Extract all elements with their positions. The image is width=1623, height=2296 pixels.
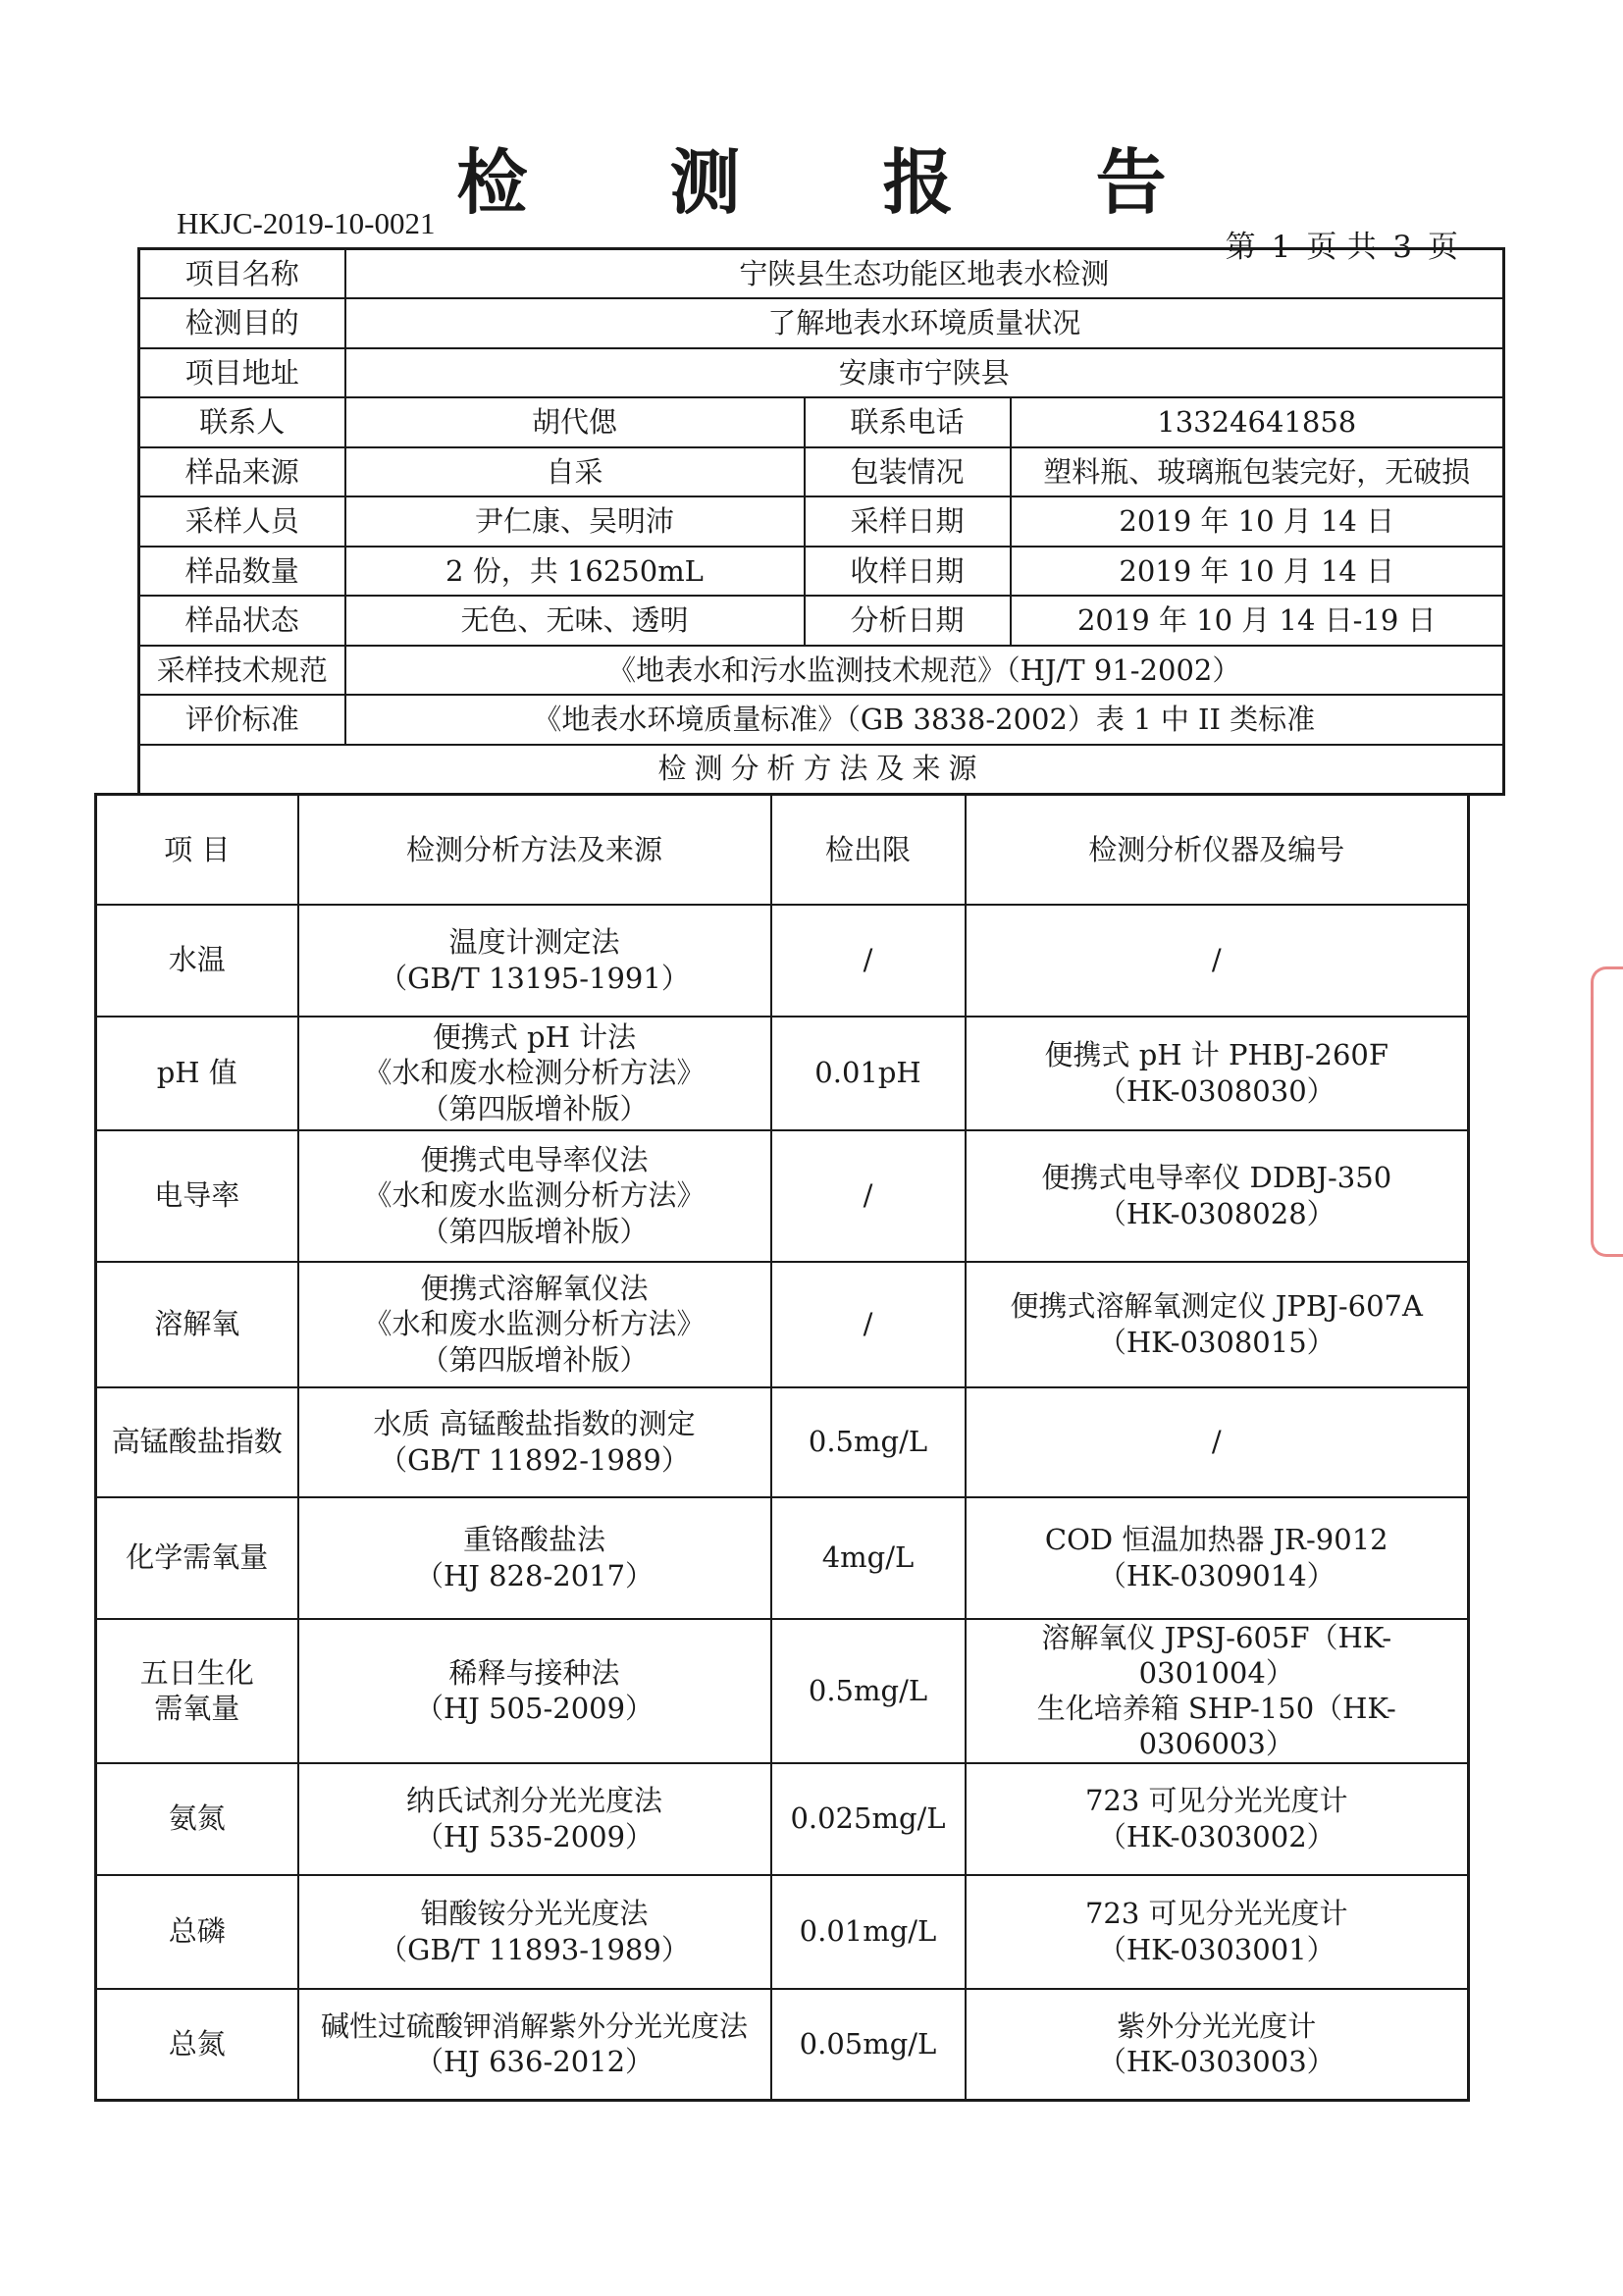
method-row bbox=[96, 1017, 1469, 1130]
info-value: 宁陕县生态功能区地表水检测 bbox=[345, 249, 1504, 299]
method-item bbox=[96, 1763, 298, 1875]
info-value: 2019 年 10 月 14 日 bbox=[1011, 496, 1504, 547]
method-row bbox=[96, 1763, 1469, 1875]
method-source bbox=[298, 1017, 771, 1130]
method-limit: 0.5mg/L bbox=[771, 1387, 966, 1497]
method-limit: 0.5mg/L bbox=[771, 1619, 966, 1763]
info-value: 自采 bbox=[345, 447, 805, 497]
info-label: 采样日期 bbox=[805, 496, 1011, 547]
info-value: 《地表水环境质量标准》（GB 3838-2002）表 1 中 II 类标准 bbox=[345, 695, 1504, 745]
info-value: 安康市宁陕县 bbox=[345, 348, 1504, 398]
report-title: 检 测 报 告 bbox=[456, 141, 1226, 224]
info-value: 塑料瓶、玻璃瓶包装完好，无破损 bbox=[1011, 447, 1504, 497]
method-source-line: （GB/T 11893-1989） bbox=[379, 1932, 690, 1966]
method-item bbox=[96, 1262, 298, 1387]
method-item-line: 总磷 bbox=[168, 1914, 226, 1949]
page-label-mid: 页 共 bbox=[1306, 230, 1378, 265]
method-instrument bbox=[966, 1497, 1469, 1619]
method-row bbox=[96, 1875, 1469, 1989]
method-source-line: （HJ 535-2009） bbox=[414, 1819, 654, 1853]
page-label-pre: 第 bbox=[1225, 230, 1256, 265]
method-source-line: （GB/T 11892-1989） bbox=[379, 1442, 690, 1477]
method-instrument bbox=[966, 905, 1469, 1017]
method-source-line: （GB/T 13195-1991） bbox=[379, 961, 690, 995]
info-label: 联系人 bbox=[139, 397, 345, 447]
method-row bbox=[96, 1989, 1469, 2101]
method-limit: / bbox=[771, 1262, 966, 1387]
method-instrument bbox=[966, 1989, 1469, 2101]
method-source bbox=[298, 1989, 771, 2101]
method-item bbox=[96, 1497, 298, 1619]
info-value: 13324641858 bbox=[1011, 397, 1504, 447]
info-label: 收样日期 bbox=[805, 547, 1011, 597]
info-label: 联系电话 bbox=[805, 397, 1011, 447]
method-instrument-line: （HK-0303001） bbox=[1097, 1932, 1335, 1966]
method-source-line: 《水和废水监测分析方法》 bbox=[363, 1307, 706, 1341]
method-item bbox=[96, 1989, 298, 2101]
method-instrument bbox=[966, 1262, 1469, 1387]
method-item-line: 水温 bbox=[168, 943, 226, 977]
method-item-line: pH 值 bbox=[156, 1056, 237, 1090]
info-label: 样品来源 bbox=[139, 447, 345, 497]
method-source-line: 温度计测定法 bbox=[448, 925, 620, 960]
method-instrument bbox=[966, 1619, 1469, 1763]
method-source bbox=[298, 1130, 771, 1262]
method-source-line: 重铬酸盐法 bbox=[462, 1523, 605, 1557]
method-limit: 0.025mg/L bbox=[771, 1763, 966, 1875]
method-source bbox=[298, 1763, 771, 1875]
method-source bbox=[298, 1387, 771, 1497]
method-item-line: 高锰酸盐指数 bbox=[111, 1425, 283, 1459]
info-row-purpose bbox=[139, 298, 1504, 348]
report-number: HKJC-2019-10-0021 bbox=[177, 206, 436, 240]
method-source-line: 稀释与接种法 bbox=[448, 1655, 620, 1690]
info-value: 2019 年 10 月 14 日 bbox=[1011, 547, 1504, 597]
page-current: 1 bbox=[1271, 230, 1291, 265]
method-item bbox=[96, 1130, 298, 1262]
method-instrument-line: （HK-0303003） bbox=[1097, 2045, 1335, 2079]
info-row-spec bbox=[139, 646, 1504, 696]
method-instrument-line: （HK-0309014） bbox=[1097, 1558, 1335, 1592]
info-value: 了解地表水环境质量状况 bbox=[345, 298, 1504, 348]
method-source-line: 《水和废水监测分析方法》 bbox=[363, 1178, 706, 1213]
info-value: 《地表水和污水监测技术规范》（HJ/T 91-2002） bbox=[345, 646, 1504, 696]
method-instrument bbox=[966, 1875, 1469, 1989]
method-source-line: 便携式电导率仪法 bbox=[420, 1143, 649, 1177]
header-item: 项 目 bbox=[96, 795, 298, 905]
method-source-line: （第四版增补版） bbox=[420, 1342, 649, 1377]
info-label: 分析日期 bbox=[805, 596, 1011, 646]
header-instrument: 检测分析仪器及编号 bbox=[966, 795, 1469, 905]
info-label: 项目地址 bbox=[139, 348, 345, 398]
method-instrument-line: / bbox=[1211, 943, 1222, 977]
method-item bbox=[96, 1017, 298, 1130]
method-item bbox=[96, 905, 298, 1017]
method-instrument-line: 723 可见分光光度计 bbox=[1084, 1784, 1348, 1818]
method-item bbox=[96, 1875, 298, 1989]
method-source bbox=[298, 905, 771, 1017]
info-label: 包装情况 bbox=[805, 447, 1011, 497]
method-limit: 0.05mg/L bbox=[771, 1989, 966, 2101]
info-row-state bbox=[139, 596, 1504, 646]
method-row bbox=[96, 905, 1469, 1017]
method-instrument bbox=[966, 1017, 1469, 1130]
method-instrument-line: 生化培养箱 SHP-150（HK-0306003） bbox=[1036, 1692, 1396, 1761]
method-source bbox=[298, 1619, 771, 1763]
method-item-line: 电导率 bbox=[154, 1178, 240, 1213]
method-row bbox=[96, 1262, 1469, 1387]
info-row-contact bbox=[139, 397, 1504, 447]
info-value: 2 份，共 16250mL bbox=[345, 547, 805, 597]
info-label: 样品状态 bbox=[139, 596, 345, 646]
method-header-row bbox=[96, 795, 1469, 905]
method-source-line: （HJ 505-2009） bbox=[414, 1692, 654, 1725]
info-label: 项目名称 bbox=[139, 249, 345, 299]
method-section-heading: 检测分析方法及来源 bbox=[139, 745, 1504, 795]
method-source-line: （HJ 828-2017） bbox=[414, 1558, 654, 1592]
method-source bbox=[298, 1262, 771, 1387]
method-instrument-line: COD 恒温加热器 JR-9012 bbox=[1044, 1523, 1388, 1557]
method-source bbox=[298, 1875, 771, 1989]
method-instrument bbox=[966, 1763, 1469, 1875]
info-label: 采样人员 bbox=[139, 496, 345, 547]
method-limit: / bbox=[771, 1130, 966, 1262]
method-source-line: （HJ 636-2012） bbox=[414, 2045, 654, 2079]
method-instrument-line: （HK-0308015） bbox=[1097, 1325, 1335, 1359]
method-limit: 0.01pH bbox=[771, 1017, 966, 1130]
info-row-method-heading bbox=[139, 745, 1504, 795]
red-seal-stamp bbox=[1591, 966, 1623, 1257]
method-row bbox=[96, 1619, 1469, 1763]
header-method: 检测分析方法及来源 bbox=[298, 795, 771, 905]
method-instrument-line: （HK-0303002） bbox=[1097, 1819, 1335, 1853]
header-limit: 检出限 bbox=[771, 795, 966, 905]
info-value: 尹仁康、吴明沛 bbox=[345, 496, 805, 547]
info-value: 无色、无味、透明 bbox=[345, 596, 805, 646]
info-label: 采样技术规范 bbox=[139, 646, 345, 696]
method-instrument-line: 便携式电导率仪 DDBJ-350 bbox=[1041, 1161, 1392, 1195]
method-instrument-line: / bbox=[1211, 1425, 1222, 1459]
method-table bbox=[94, 793, 1470, 2102]
page-total: 3 bbox=[1392, 230, 1412, 265]
info-row-address bbox=[139, 348, 1504, 398]
info-row-sampler bbox=[139, 496, 1504, 547]
method-table-body bbox=[96, 795, 1469, 2101]
method-source-line: 钼酸铵分光光度法 bbox=[420, 1897, 649, 1931]
method-item-line: 五日生化 bbox=[139, 1655, 254, 1690]
method-item-line: 化学需氧量 bbox=[126, 1540, 269, 1575]
method-limit: / bbox=[771, 905, 966, 1017]
info-value: 2019 年 10 月 14 日-19 日 bbox=[1011, 596, 1504, 646]
method-instrument bbox=[966, 1130, 1469, 1262]
method-instrument-line: 紫外分光光度计 bbox=[1117, 2009, 1317, 2043]
method-row bbox=[96, 1387, 1469, 1497]
method-instrument-line: 便携式 pH 计 PHBJ-260F bbox=[1044, 1038, 1389, 1072]
method-instrument-line: 便携式溶解氧测定仪 JPBJ-607A bbox=[1010, 1289, 1423, 1324]
method-item bbox=[96, 1619, 298, 1763]
method-source bbox=[298, 1497, 771, 1619]
method-row bbox=[96, 1130, 1469, 1262]
info-label: 检测目的 bbox=[139, 298, 345, 348]
method-item-line: 需氧量 bbox=[154, 1692, 240, 1725]
method-source-line: 水质 高锰酸盐指数的测定 bbox=[373, 1407, 696, 1441]
method-source-line: 碱性过硫酸钾消解紫外分光光度法 bbox=[320, 2009, 748, 2043]
info-row-standard bbox=[139, 695, 1504, 745]
method-instrument-line: （HK-0308030） bbox=[1097, 1073, 1335, 1108]
method-source-line: （第四版增补版） bbox=[420, 1091, 649, 1125]
page-label-post: 页 bbox=[1428, 230, 1458, 265]
method-item-line: 溶解氧 bbox=[154, 1307, 240, 1341]
method-instrument-line: 溶解氧仪 JPSJ-605F（HK-0301004） bbox=[1041, 1620, 1392, 1690]
method-item bbox=[96, 1387, 298, 1497]
method-source-line: 《水和废水检测分析方法》 bbox=[363, 1056, 706, 1090]
method-limit: 4mg/L bbox=[771, 1497, 966, 1619]
method-instrument bbox=[966, 1387, 1469, 1497]
info-row-quantity bbox=[139, 547, 1504, 597]
method-instrument-line: 723 可见分光光度计 bbox=[1084, 1897, 1348, 1931]
method-row bbox=[96, 1497, 1469, 1619]
info-label: 评价标准 bbox=[139, 695, 345, 745]
method-item-line: 总氮 bbox=[168, 2027, 226, 2061]
method-source-line: 便携式 pH 计法 bbox=[432, 1020, 637, 1055]
method-limit: 0.01mg/L bbox=[771, 1875, 966, 1989]
info-label: 样品数量 bbox=[139, 547, 345, 597]
method-source-line: 便携式溶解氧仪法 bbox=[420, 1272, 649, 1306]
method-source-line: 纳氏试剂分光光度法 bbox=[405, 1784, 662, 1818]
info-row-source bbox=[139, 447, 1504, 497]
info-value: 胡代偲 bbox=[345, 397, 805, 447]
method-source-line: （第四版增补版） bbox=[420, 1214, 649, 1248]
info-row-project-name bbox=[139, 249, 1504, 299]
sample-info-table bbox=[137, 247, 1505, 796]
method-instrument-line: （HK-0308028） bbox=[1097, 1196, 1335, 1230]
method-item-line: 氨氮 bbox=[168, 1801, 226, 1836]
